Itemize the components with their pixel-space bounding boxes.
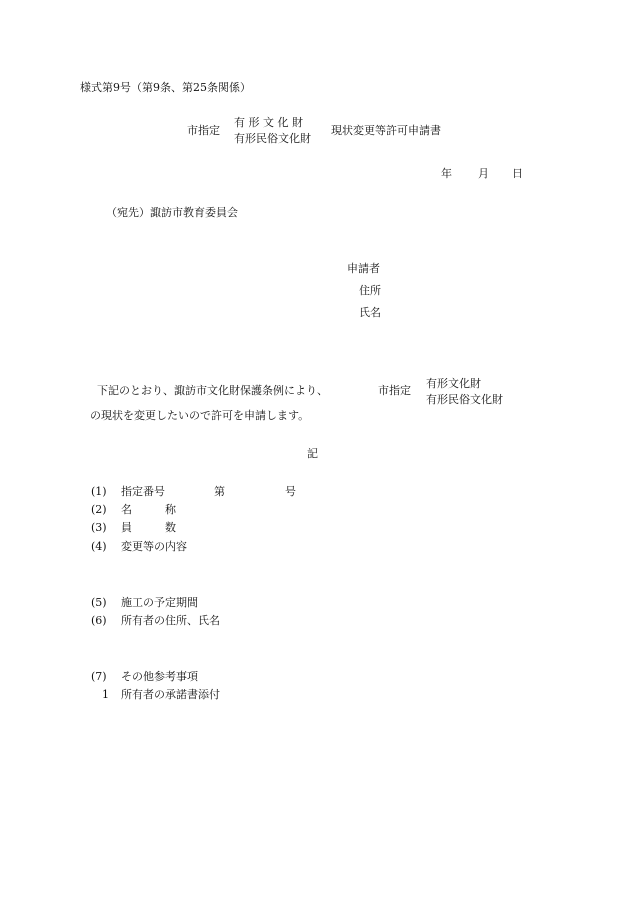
item-dai: 第 <box>214 485 225 498</box>
body-type2: 有形民俗文化財 <box>426 393 503 406</box>
item-label: 指定番号 <box>121 485 165 498</box>
item-number: (1) <box>91 485 107 498</box>
item-number: (7) <box>91 670 107 683</box>
item-label-a: 名 <box>121 503 132 516</box>
list-item <box>91 522 176 533</box>
ki-heading: 記 <box>307 447 318 460</box>
attachment-number: 1 <box>102 688 109 701</box>
date-month: 月 <box>478 167 489 180</box>
list-item <box>91 615 220 626</box>
item-label: その他参考事項 <box>121 670 198 683</box>
item-number: (4) <box>91 540 107 553</box>
title-prefix: 市指定 <box>187 124 220 137</box>
body-line2: の現状を変更したいので許可を申請します。 <box>90 409 310 422</box>
applicant-address-label: 住所 <box>359 284 381 297</box>
date-day: 日 <box>512 167 523 180</box>
title-type2: 有形民俗文化財 <box>234 132 311 145</box>
title-type1: 有 形 文 化 財 <box>234 116 303 129</box>
attachment-label: 所有者の承諾書添付 <box>121 688 220 701</box>
form-number: 様式第9号（第9条、第25条関係） <box>80 81 251 94</box>
list-item <box>91 504 176 515</box>
item-go: 号 <box>285 485 296 498</box>
item-label-b: 数 <box>165 521 176 534</box>
item-label: 変更等の内容 <box>121 540 187 553</box>
item-label-b: 称 <box>165 503 176 516</box>
item-label: 所有者の住所、氏名 <box>121 614 220 627</box>
item-number: (5) <box>91 596 107 609</box>
list-item <box>91 597 198 608</box>
list-item <box>91 671 198 682</box>
applicant-name-label: 氏名 <box>359 306 381 319</box>
item-label-a: 員 <box>121 521 132 534</box>
body-designation: 市指定 <box>378 384 411 397</box>
body-line1: 下記のとおり、諏訪市文化財保護条例により、 <box>97 384 328 397</box>
list-item <box>91 486 165 497</box>
item-label: 施工の予定期間 <box>121 596 198 609</box>
attachment-item <box>102 689 220 700</box>
body-type1: 有形文化財 <box>426 377 481 390</box>
item-number: (2) <box>91 503 107 516</box>
item-number: (6) <box>91 614 107 627</box>
addressee: （宛先）諏訪市教育委員会 <box>106 206 238 219</box>
date-year: 年 <box>441 167 452 180</box>
list-item <box>91 541 187 552</box>
item-number: (3) <box>91 521 107 534</box>
page-title: 現状変更等許可申請書 <box>331 124 441 137</box>
applicant-heading: 申請者 <box>347 262 380 275</box>
